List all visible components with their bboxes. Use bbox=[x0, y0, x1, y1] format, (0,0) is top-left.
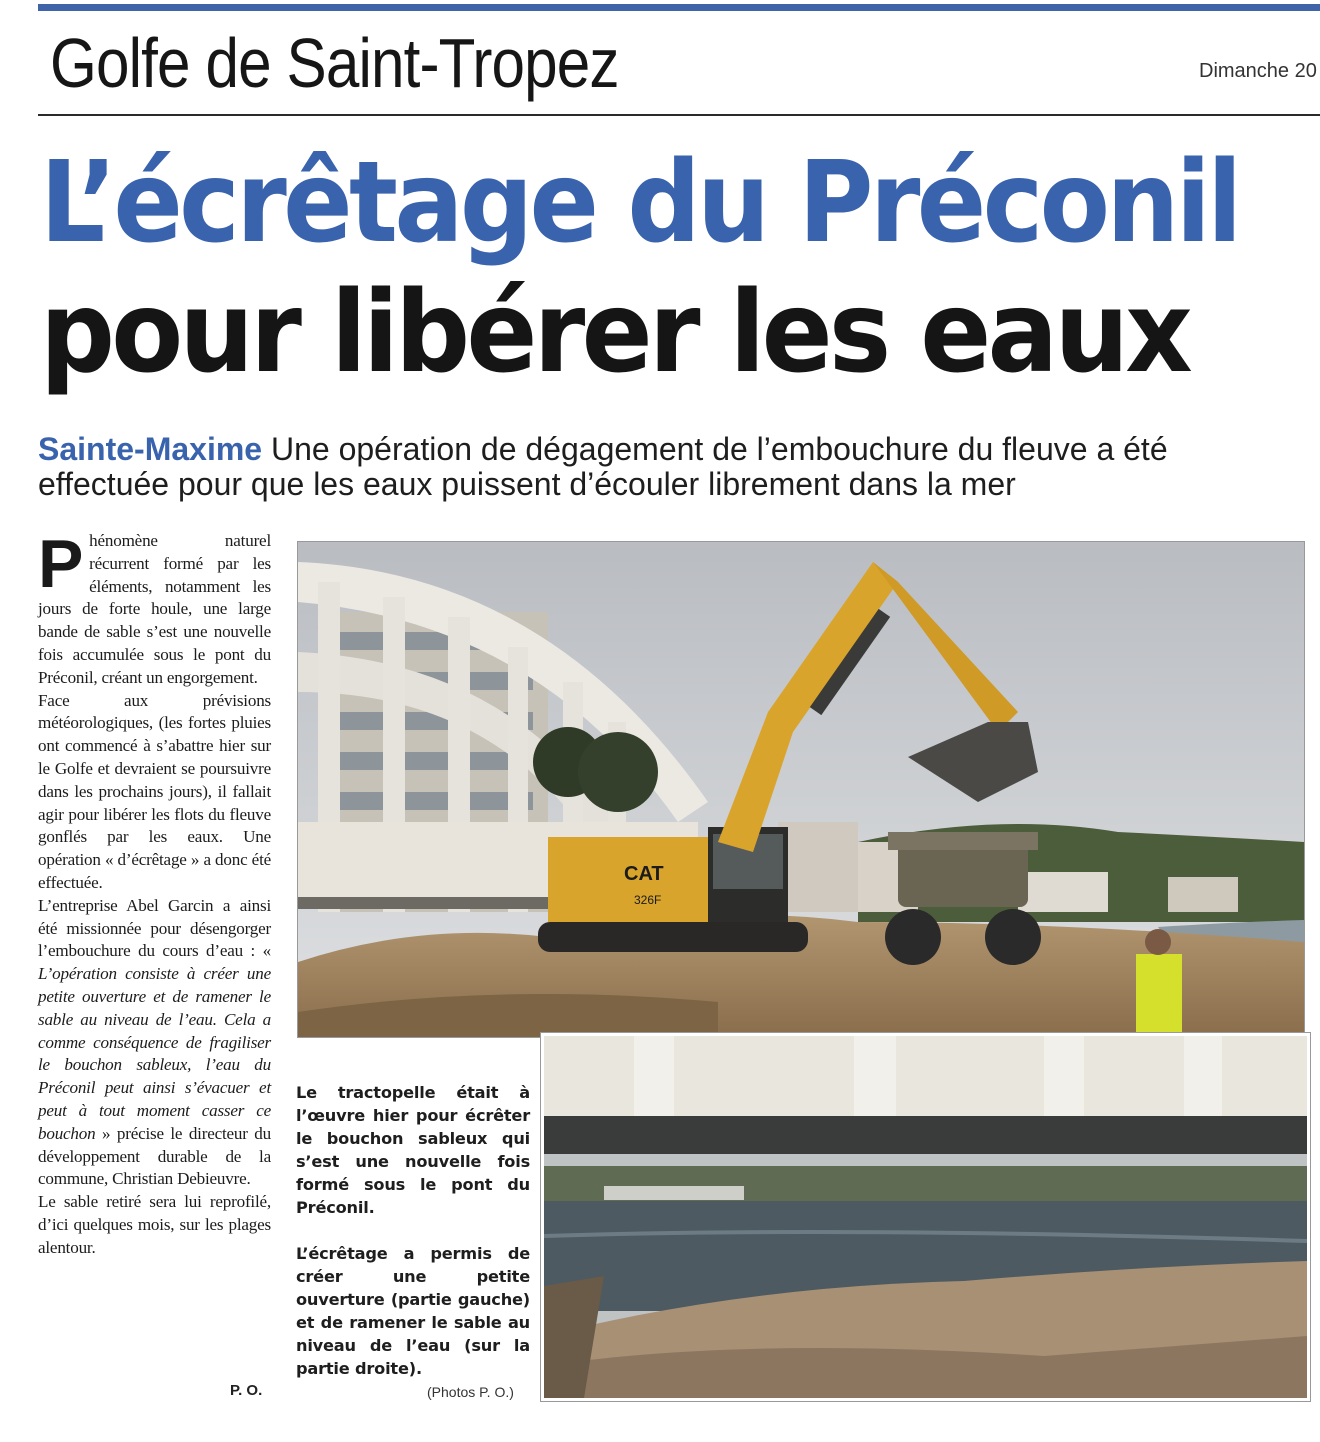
caption-paragraph-1: Le tractopelle était à l’œuvre hier pour écrêter le bouchon sableux qui s’est une nouvelle fois formé sous le pont du Préconil. bbox=[296, 1083, 530, 1217]
article-body bbox=[38, 526, 271, 1260]
deck-kicker: Sainte-Maxime bbox=[38, 431, 263, 467]
author-signature: P. O. bbox=[230, 1382, 263, 1399]
body-paragraph-1-text: hénomène naturel récurrent formé par les éléments, notamment les jours de forte houle, une large bande de sable s’est une nouvelle fois accumulée sous le pont du Préconil, créant un engorgement. bbox=[38, 531, 271, 687]
body-paragraph-4: Le sable retiré sera lui reprofilé, d’ici quelques mois, sur les plages alentour. bbox=[38, 1192, 271, 1257]
header-rule bbox=[38, 114, 1320, 116]
headline-line-1: L’écrêtage du Préconil bbox=[40, 138, 1239, 268]
body-quote: L’opération consiste à créer une petite ouverture et de ramener le sable au niveau de l’eau. Cela a comme conséquence de fragiliser le bouchon sableux, l’eau du Préconil peut ainsi s’évacuer et peut à tout moment casser ce bouchon bbox=[38, 964, 271, 1143]
deck-text: Une opération de dégagement de l’embouchure du fleuve a été effectuée pour que les eaux puissent d’écouler librement dans la mer bbox=[38, 431, 1168, 502]
body-paragraph-3 bbox=[38, 895, 271, 1191]
drop-cap: P bbox=[38, 526, 84, 602]
body-paragraph-1 bbox=[38, 526, 271, 690]
section-title: Golfe de Saint-Tropez bbox=[50, 24, 619, 102]
photo-credit: (Photos P. O.) bbox=[427, 1384, 514, 1400]
headline-line-2: pour libérer les eaux bbox=[40, 268, 1190, 398]
machine-brand-label: CAT bbox=[624, 863, 664, 885]
body-paragraph-3-start: L’entreprise Abel Garcin a ainsi été missionnée pour désengorger l’embouchure du cours d’eau : « bbox=[38, 895, 271, 961]
top-color-bar bbox=[38, 4, 1320, 11]
machine-model-label: 326F bbox=[634, 893, 662, 907]
excavator-photo bbox=[297, 541, 1305, 1038]
issue-date: Dimanche 20 bbox=[1199, 60, 1317, 82]
photo-caption bbox=[296, 1081, 530, 1380]
deck bbox=[38, 432, 1298, 502]
caption-paragraph-2: L’écrêtage a permis de créer une petite ouverture (partie gauche) et de ramener le sable au niveau de l’eau (sur la partie droite). bbox=[296, 1244, 530, 1378]
body-paragraph-3-end: » précise le directeur du développement durable de la commune, Christian Debieuvre. bbox=[38, 1123, 271, 1189]
body-paragraph-2: Face aux prévisions météorologiques, (les fortes pluies ont commencé à s’abattre hier sur le Golfe et devraient se poursuivre dans les prochains jours), il fallait agir pour libérer les flots du fleuve gonflés par les eaux. Une opération « d’écrêtage » a donc été effectuée. bbox=[38, 690, 271, 892]
bridge-underside-photo bbox=[541, 1033, 1310, 1401]
